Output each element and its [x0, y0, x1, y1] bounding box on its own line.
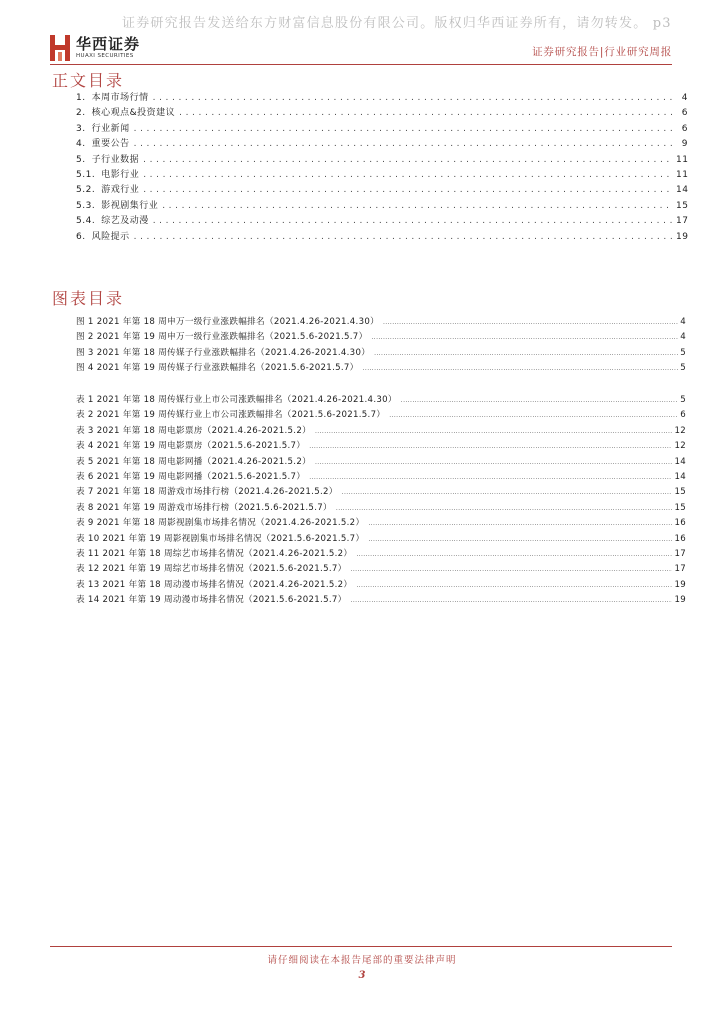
toc-item-number: 6. — [76, 231, 86, 242]
toc-item-page: 11 — [676, 154, 689, 165]
table-page: 19 — [674, 579, 686, 590]
table-dot-leader — [356, 582, 672, 589]
table-label: 表 5 2021 年第 18 周电影网播（2021.4.26-2021.5.2） — [76, 456, 311, 467]
table-list-item[interactable] — [76, 547, 686, 562]
toc-item-page: 6 — [681, 108, 688, 119]
toc-dot-leader — [134, 139, 672, 149]
figure-dot-leader — [371, 334, 678, 341]
toc-item-number: 5. — [76, 154, 86, 165]
table-dot-leader — [315, 428, 672, 435]
report-type-label: 证券研究报告|行业研究周报 — [532, 46, 672, 58]
toc-dot-leader — [143, 170, 672, 180]
table-list-item[interactable] — [76, 424, 686, 439]
logo-name-en: HUAXI SECURITIES — [76, 52, 134, 59]
table-label: 表 12 2021 年第 19 周综艺市场排名情况（2021.5.6-2021.5.7） — [76, 564, 347, 575]
figure-page: 5 — [680, 363, 686, 374]
table-list-item[interactable] — [76, 439, 686, 454]
toc-item[interactable] — [76, 198, 688, 213]
table-label: 表 4 2021 年第 19 周电影票房（2021.5.6-2021.5.7） — [76, 441, 306, 452]
toc-list — [76, 90, 688, 244]
table-page: 12 — [674, 441, 686, 452]
table-dot-leader — [342, 489, 673, 496]
table-label: 表 10 2021 年第 19 周影视剧集市场排名情况（2021.5.6-2021.5.7） — [76, 533, 365, 544]
figure-page: 4 — [680, 317, 686, 327]
table-dot-leader — [315, 459, 672, 466]
toc-item-page: 17 — [676, 216, 689, 227]
toc-dot-leader — [134, 232, 672, 242]
figure-label: 图 3 2021 年第 18 周传媒子行业涨跌幅排名（2021.4.26-2021.4.30） — [76, 347, 371, 358]
figure-label: 图 4 2021 年第 19 周传媒子行业涨跌幅排名（2021.5.6-2021.5.7） — [76, 363, 359, 374]
table-list-item[interactable] — [76, 408, 686, 423]
table-page: 15 — [674, 502, 686, 513]
legal-notice: 请仔细阅读在本报告尾部的重要法律声明 — [267, 955, 457, 966]
toc-item[interactable] — [76, 229, 688, 244]
watermark: 证券研究报告发送给东方财富信息股份有限公司。版权归华西证券所有，请勿转发。 p3 — [122, 16, 672, 31]
table-list — [76, 393, 686, 608]
table-label: 表 3 2021 年第 18 周电影票房（2021.4.26-2021.5.2） — [76, 425, 311, 436]
toc-item-number: 5.1. — [76, 169, 96, 180]
table-page: 6 — [680, 410, 686, 421]
company-logo — [50, 34, 140, 62]
toc-item-label: 重要公告 — [91, 139, 130, 150]
table-page: 5 — [680, 395, 686, 405]
figure-dot-leader — [383, 319, 678, 326]
toc-item-page: 9 — [681, 139, 688, 150]
toc-item-label: 游戏行业 — [101, 185, 140, 196]
table-dot-leader — [401, 397, 678, 404]
toc-item-number: 4. — [76, 139, 86, 150]
table-list-item[interactable] — [76, 532, 686, 547]
figure-page: 4 — [680, 332, 686, 343]
table-label: 表 11 2021 年第 18 周综艺市场排名情况（2021.4.26-2021.5.2） — [76, 548, 353, 559]
table-list-item[interactable] — [76, 393, 686, 408]
toc-item-number: 3. — [76, 123, 86, 134]
table-dot-leader — [336, 505, 673, 512]
footer-divider — [50, 946, 672, 947]
table-list-item[interactable] — [76, 562, 686, 577]
toc-item-label: 行业新闻 — [91, 123, 130, 134]
huaxi-logo-icon — [50, 35, 70, 61]
table-label: 表 2 2021 年第 19 周传媒行业上市公司涨跌幅排名（2021.5.6-2021.5.7） — [76, 410, 386, 421]
toc-item-label: 影视剧集行业 — [101, 200, 159, 211]
logo-name-cn: 华西证券 — [76, 34, 141, 53]
figure-label: 图 1 2021 年第 18 周申万一级行业涨跌幅排名（2021.4.26-2021.4.30） — [76, 317, 379, 327]
chart-list-item[interactable] — [76, 330, 686, 345]
toc-dot-leader — [162, 201, 672, 211]
table-list-item[interactable] — [76, 578, 686, 593]
table-list-item[interactable] — [76, 485, 686, 500]
toc-dot-leader — [153, 93, 672, 103]
table-label: 表 1 2021 年第 18 周传媒行业上市公司涨跌幅排名（2021.4.26-2021.4.30） — [76, 395, 397, 405]
figure-label: 图 2 2021 年第 19 周申万一级行业涨跌幅排名（2021.5.6-2021.5.7） — [76, 332, 368, 343]
table-dot-leader — [351, 566, 673, 573]
toc-item[interactable] — [76, 167, 688, 182]
toc-item-label: 子行业数据 — [91, 154, 140, 165]
table-dot-leader — [389, 412, 678, 419]
chart-list-item[interactable] — [76, 361, 686, 376]
toc-item-page: 6 — [681, 123, 688, 134]
toc-item[interactable] — [76, 121, 688, 136]
table-list-item[interactable] — [76, 516, 686, 531]
figure-dot-leader — [363, 365, 679, 372]
toc-dot-leader — [134, 124, 672, 134]
table-label: 表 9 2021 年第 18 周影视剧集市场排名情况（2021.4.26-2021.5.2） — [76, 518, 365, 529]
toc-item-page: 19 — [676, 231, 689, 242]
toc-item[interactable] — [76, 152, 688, 167]
toc-item[interactable] — [76, 136, 688, 151]
table-page: 19 — [674, 595, 686, 606]
table-label: 表 14 2021 年第 19 周动漫市场排名情况（2021.5.6-2021.5.7） — [76, 595, 347, 606]
table-label: 表 7 2021 年第 18 周游戏市场排行榜（2021.4.26-2021.5.2） — [76, 487, 338, 498]
table-list-item[interactable] — [76, 593, 686, 608]
table-page: 17 — [674, 548, 686, 559]
toc-item[interactable] — [76, 90, 688, 105]
toc-item[interactable] — [76, 213, 688, 228]
table-dot-leader — [368, 520, 672, 527]
toc-dot-leader — [179, 108, 672, 118]
table-dot-leader — [309, 443, 672, 450]
toc-item-label: 综艺及动漫 — [101, 216, 149, 227]
figures-title: 图表目录 — [52, 289, 125, 308]
toc-item[interactable] — [76, 105, 688, 120]
figure-page: 5 — [680, 347, 686, 358]
table-label: 表 8 2021 年第 19 周游戏市场排行榜（2021.5.6-2021.5.7） — [76, 502, 332, 513]
header-divider — [50, 64, 672, 65]
toc-dot-leader — [143, 185, 672, 195]
toc-item-page: 14 — [676, 185, 689, 196]
toc-item[interactable] — [76, 182, 688, 197]
toc-item-label: 电影行业 — [101, 169, 140, 180]
toc-item-number: 5.2. — [76, 185, 96, 196]
table-dot-leader — [368, 536, 672, 543]
toc-item-number: 5.3. — [76, 200, 96, 211]
table-page: 12 — [674, 425, 686, 436]
toc-dot-leader — [153, 216, 672, 226]
toc-item-number: 1. — [76, 93, 86, 103]
table-dot-leader — [309, 474, 672, 481]
table-dot-leader — [351, 597, 673, 604]
toc-item-page: 4 — [681, 93, 688, 103]
table-list-item[interactable] — [76, 455, 686, 470]
toc-item-number: 2. — [76, 108, 86, 119]
table-list-item[interactable] — [76, 470, 686, 485]
toc-item-number: 5.4. — [76, 216, 96, 227]
chart-list-item[interactable] — [76, 346, 686, 361]
toc-dot-leader — [143, 155, 672, 165]
table-page: 14 — [674, 471, 686, 482]
chart-list-item[interactable] — [76, 315, 686, 330]
table-page: 16 — [674, 533, 686, 544]
toc-item-label: 风险提示 — [91, 231, 130, 242]
table-label: 表 6 2021 年第 19 周电影网播（2021.5.6-2021.5.7） — [76, 471, 306, 482]
table-page: 17 — [674, 564, 686, 575]
table-dot-leader — [356, 551, 672, 558]
table-page: 15 — [674, 487, 686, 498]
table-list-item[interactable] — [76, 501, 686, 516]
toc-item-page: 11 — [676, 169, 689, 180]
chart-list — [76, 315, 686, 377]
toc-item-label: 本周市场行情 — [91, 93, 149, 103]
figure-dot-leader — [374, 350, 678, 357]
table-page: 16 — [674, 518, 686, 529]
toc-item-page: 15 — [676, 200, 689, 211]
table-label: 表 13 2021 年第 18 周动漫市场排名情况（2021.4.26-2021.5.2） — [76, 579, 353, 590]
page-number: 3 — [358, 970, 366, 981]
toc-item-label: 核心观点&投资建议 — [91, 108, 176, 119]
table-page: 14 — [674, 456, 686, 467]
toc-title: 正文目录 — [52, 71, 125, 90]
